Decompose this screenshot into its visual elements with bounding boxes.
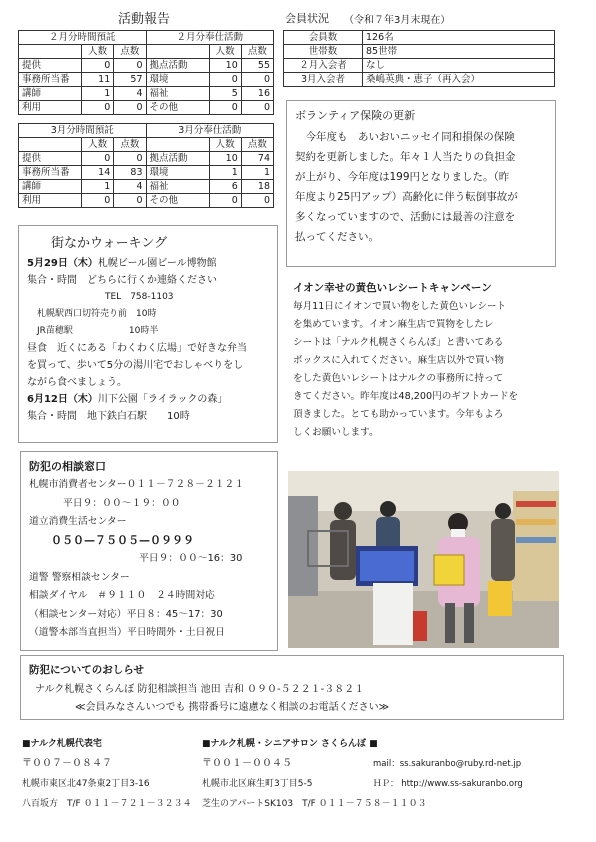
footer-left (22, 734, 192, 814)
notice-title: 防犯についてのおしらせ (29, 664, 144, 676)
receipt-line: を集めています。イオン麻生店で買物をしたレ (293, 319, 494, 330)
table-row (19, 73, 274, 87)
consult-line: 相談ダイヤル ＃９１１０ ２４時間対応 (29, 590, 215, 601)
receipt-line: 頂きました。とても助かっています。今年もよろ (293, 409, 504, 420)
footer-mid-tel: 芝生のアパートSK103 T/F ０１１－７５８－１１０３ (202, 799, 427, 809)
table-row (284, 59, 555, 73)
receipt-line: きてください。昨年度は48,200円のギフトカードを (293, 391, 519, 402)
members-title: 会員状況 (285, 12, 329, 25)
table-cell: 55 (241, 59, 273, 73)
table-cell: 0 (82, 152, 114, 166)
footer-left-tel: 八百坂方 T/F ０１１－７２１－３２３４ (22, 799, 192, 809)
table-cell: 85世帯 (363, 45, 555, 59)
table-cell: 1 (209, 166, 241, 180)
table-cell: 5 (209, 87, 241, 101)
members-date: （令和７年3月末現在） (344, 15, 451, 26)
notice-line-2: ≪会員みなさんいつでも 携帯番号に遠慮なく相談のお電話ください≫ (75, 702, 390, 713)
footer-mid-title: ■ナルク札幌・シニアサロン さくらんぼ ■ (202, 739, 378, 749)
walking-lunch-line: 昼食 近くにある「わくわく広場」で好きな弁当 (27, 343, 247, 354)
table-row (284, 73, 555, 87)
table-cell: 1 (82, 87, 114, 101)
table-cell: 0 (114, 194, 146, 208)
table-cell: 講師 (19, 87, 82, 101)
walking-box (18, 225, 278, 443)
walking-place-2: 川下公園「ライラックの森」 (97, 394, 228, 405)
footer-left-zip: 〒００７－０８４７ (22, 758, 112, 769)
table-cell: 16 (241, 87, 273, 101)
footer-mail[interactable]: mail：ss.sakuranbo@ruby.rd-net.jp (373, 759, 522, 769)
consult-line: 札幌市消費者センター０１１－７２８－２１２１ (29, 479, 245, 490)
column-header: 点数 (114, 45, 146, 59)
table-row (19, 87, 274, 101)
table-cell: 6 (209, 180, 241, 194)
table-cell: 10 (209, 59, 241, 73)
table-cell: 0 (114, 101, 146, 115)
consult-line: 平日９：００～１９：００ (63, 497, 181, 509)
table-row (19, 194, 274, 208)
receipt-campaign (293, 280, 561, 442)
table-cell: 4 (114, 180, 146, 194)
column-header: 点数 (241, 45, 273, 59)
table-cell: 0 (114, 59, 146, 73)
receipt-line: シートは「ナルク札幌さくらんぼ」と書いてある (293, 337, 504, 348)
table-cell: 74 (241, 152, 273, 166)
table-cell: 0 (241, 194, 273, 208)
table-cell: 0 (114, 152, 146, 166)
consult-line: 道警 警察相談センター (29, 571, 130, 583)
column-header: 人数 (82, 138, 114, 152)
table-cell: 57 (114, 73, 146, 87)
column-header: 人数 (82, 45, 114, 59)
store-scene-image (288, 471, 559, 648)
table-cell: その他 (146, 101, 209, 115)
consult-line: 道立消費生活センター (29, 516, 127, 527)
column-header: 点数 (114, 138, 146, 152)
receipt-line: ボックスに入れてください。麻生店以外で買い物 (293, 355, 504, 366)
consult-title: 防犯の相談窓口 (29, 460, 106, 473)
table-cell: ２月入会者 (284, 59, 363, 73)
table-cell: 桑嶋英典・恵子（再入会） (363, 73, 555, 87)
table-header: 3月分時間預託 (19, 124, 147, 138)
table-header: 3月分奉仕活動 (146, 124, 274, 138)
table-cell: 0 (82, 194, 114, 208)
table-cell: 18 (241, 180, 273, 194)
table-row (284, 45, 555, 59)
table-header: ２月分時間預託 (19, 31, 147, 45)
table-cell: 0 (82, 59, 114, 73)
footer-left-address: 札幌市東区北47条東2丁目3-16 (22, 779, 150, 789)
receipt-line: しくお願いします。 (293, 427, 379, 438)
column-header: 人数 (209, 45, 241, 59)
table-cell: 環境 (146, 73, 209, 87)
notice-line-1: ナルク札幌さくらんぼ 防犯相談担当 池田 吉和 ０９０-５２２１-３８２１ (35, 684, 365, 695)
footer-mid-address: 札幌市北区麻生町3丁目5-5 (202, 779, 313, 789)
table-cell: 14 (82, 166, 114, 180)
store-campaign-photo (288, 471, 559, 648)
table-cell: 10 (209, 152, 241, 166)
walking-lunch-line: を買って、歩いて5分の湯川宅でおしゃべりをし (27, 360, 244, 371)
walking-meet-1: 集合・時間 どちらに行くか連絡ください (27, 275, 217, 286)
walking-date-2: 6月12日（木） (27, 394, 98, 405)
table-cell: 環境 (146, 166, 209, 180)
table-cell: 3月入会者 (284, 73, 363, 87)
walking-place-1: 札幌ビール園ビール博物館 (97, 258, 217, 269)
footer-mid-zip: 〒００１－００４５ (202, 758, 292, 769)
table-cell: 0 (82, 101, 114, 115)
receipt-line: をした黄色いレシートはナルクの事務所に持って (293, 373, 504, 384)
table-cell: 拠点活動 (146, 59, 209, 73)
receipt-line: 毎月11日にイオンで買い物をした黄色いレシート (293, 301, 507, 312)
walking-tel: TEL 758-1103 (105, 292, 174, 302)
table-cell: 事務所当番 (19, 166, 82, 180)
insurance-title: ボランティア保険の更新 (295, 109, 416, 122)
table-cell: その他 (146, 194, 209, 208)
footer-left-title: ■ナルク札幌代表宅 (22, 739, 102, 749)
table-cell: 会員数 (284, 31, 363, 45)
table-cell: なし (363, 59, 555, 73)
table-cell: 83 (114, 166, 146, 180)
table-cell: 0 (209, 194, 241, 208)
consult-box (20, 451, 278, 651)
table-cell: 11 (82, 73, 114, 87)
table-cell: 4 (114, 87, 146, 101)
table-header: ２月分奉仕活動 (146, 31, 274, 45)
table-cell: 福祉 (146, 180, 209, 194)
table-cell: 0 (241, 101, 273, 115)
table-cell: 福祉 (146, 87, 209, 101)
walking-lunch-line: ながら食べましょう。 (27, 377, 127, 388)
table-cell: 1 (82, 180, 114, 194)
consult-line: （道警本部当直担当）平日時間外・土日祝日 (29, 627, 225, 638)
march-activity-table (18, 123, 274, 208)
notice-box (20, 655, 564, 720)
walking-title: 街なかウォーキング (51, 236, 168, 251)
table-row (19, 180, 274, 194)
table-cell: 126名 (363, 31, 555, 45)
table-cell: 1 (241, 166, 273, 180)
members-table (283, 30, 555, 87)
table-cell: 世帯数 (284, 45, 363, 59)
walking-stop-1: 札幌駅西口切符売り前 10時 (37, 309, 157, 319)
insurance-line: が上がり、今年度は199円となりました。（昨 (295, 171, 510, 183)
column-header: 人数 (209, 138, 241, 152)
consult-line: （相談センター対応）平日８：45～17：30 (29, 608, 223, 620)
insurance-line: 払ってください。 (295, 231, 379, 243)
insurance-line: 契約を更新しました。年々１人当たりの負担金 (295, 151, 516, 163)
footer-contact (373, 754, 523, 794)
consult-line: 平日９：００～16：30 (139, 553, 243, 564)
table-cell: 利用 (19, 101, 82, 115)
column-header: 点数 (241, 138, 273, 152)
table-cell: 0 (241, 73, 273, 87)
table-cell: 拠点活動 (146, 152, 209, 166)
table-cell: 事務所当番 (19, 73, 82, 87)
february-activity-table (18, 30, 274, 115)
footer-homepage[interactable]: ＨＰ： http://www.ss-sakuranbo.org (373, 779, 523, 789)
table-row (19, 152, 274, 166)
consult-line: ０５０—７５０５—０９９９ (51, 533, 194, 547)
table-row (19, 101, 274, 115)
table-cell: 利用 (19, 194, 82, 208)
walking-meet-2: 集合・時間 地下鉄白石駅 10時 (27, 411, 190, 422)
table-row (284, 31, 555, 45)
table-cell: 提供 (19, 59, 82, 73)
insurance-line: 今年度も あいおいニッセイ同和損保の保険 (295, 131, 515, 143)
table-cell: 講師 (19, 180, 82, 194)
table-cell: 提供 (19, 152, 82, 166)
table-cell: 0 (209, 73, 241, 87)
walking-date-1: 5月29日（木） (27, 258, 98, 269)
receipt-title: イオン幸せの黄色いレシートキャンペーン (293, 282, 492, 294)
walking-stop-2: JR苗穂駅 (37, 326, 73, 336)
table-row (19, 166, 274, 180)
activity-title: 活動報告 (118, 12, 171, 27)
table-row (19, 59, 274, 73)
table-cell: 0 (209, 101, 241, 115)
walking-stop-2-time: 10時半 (128, 326, 159, 336)
insurance-box (286, 100, 556, 267)
insurance-line: 年度より25円アップ）高齢化に伴う転倒事故が (295, 191, 518, 203)
insurance-line: 多くなっていますので、活動には最善の注意を (295, 211, 516, 223)
